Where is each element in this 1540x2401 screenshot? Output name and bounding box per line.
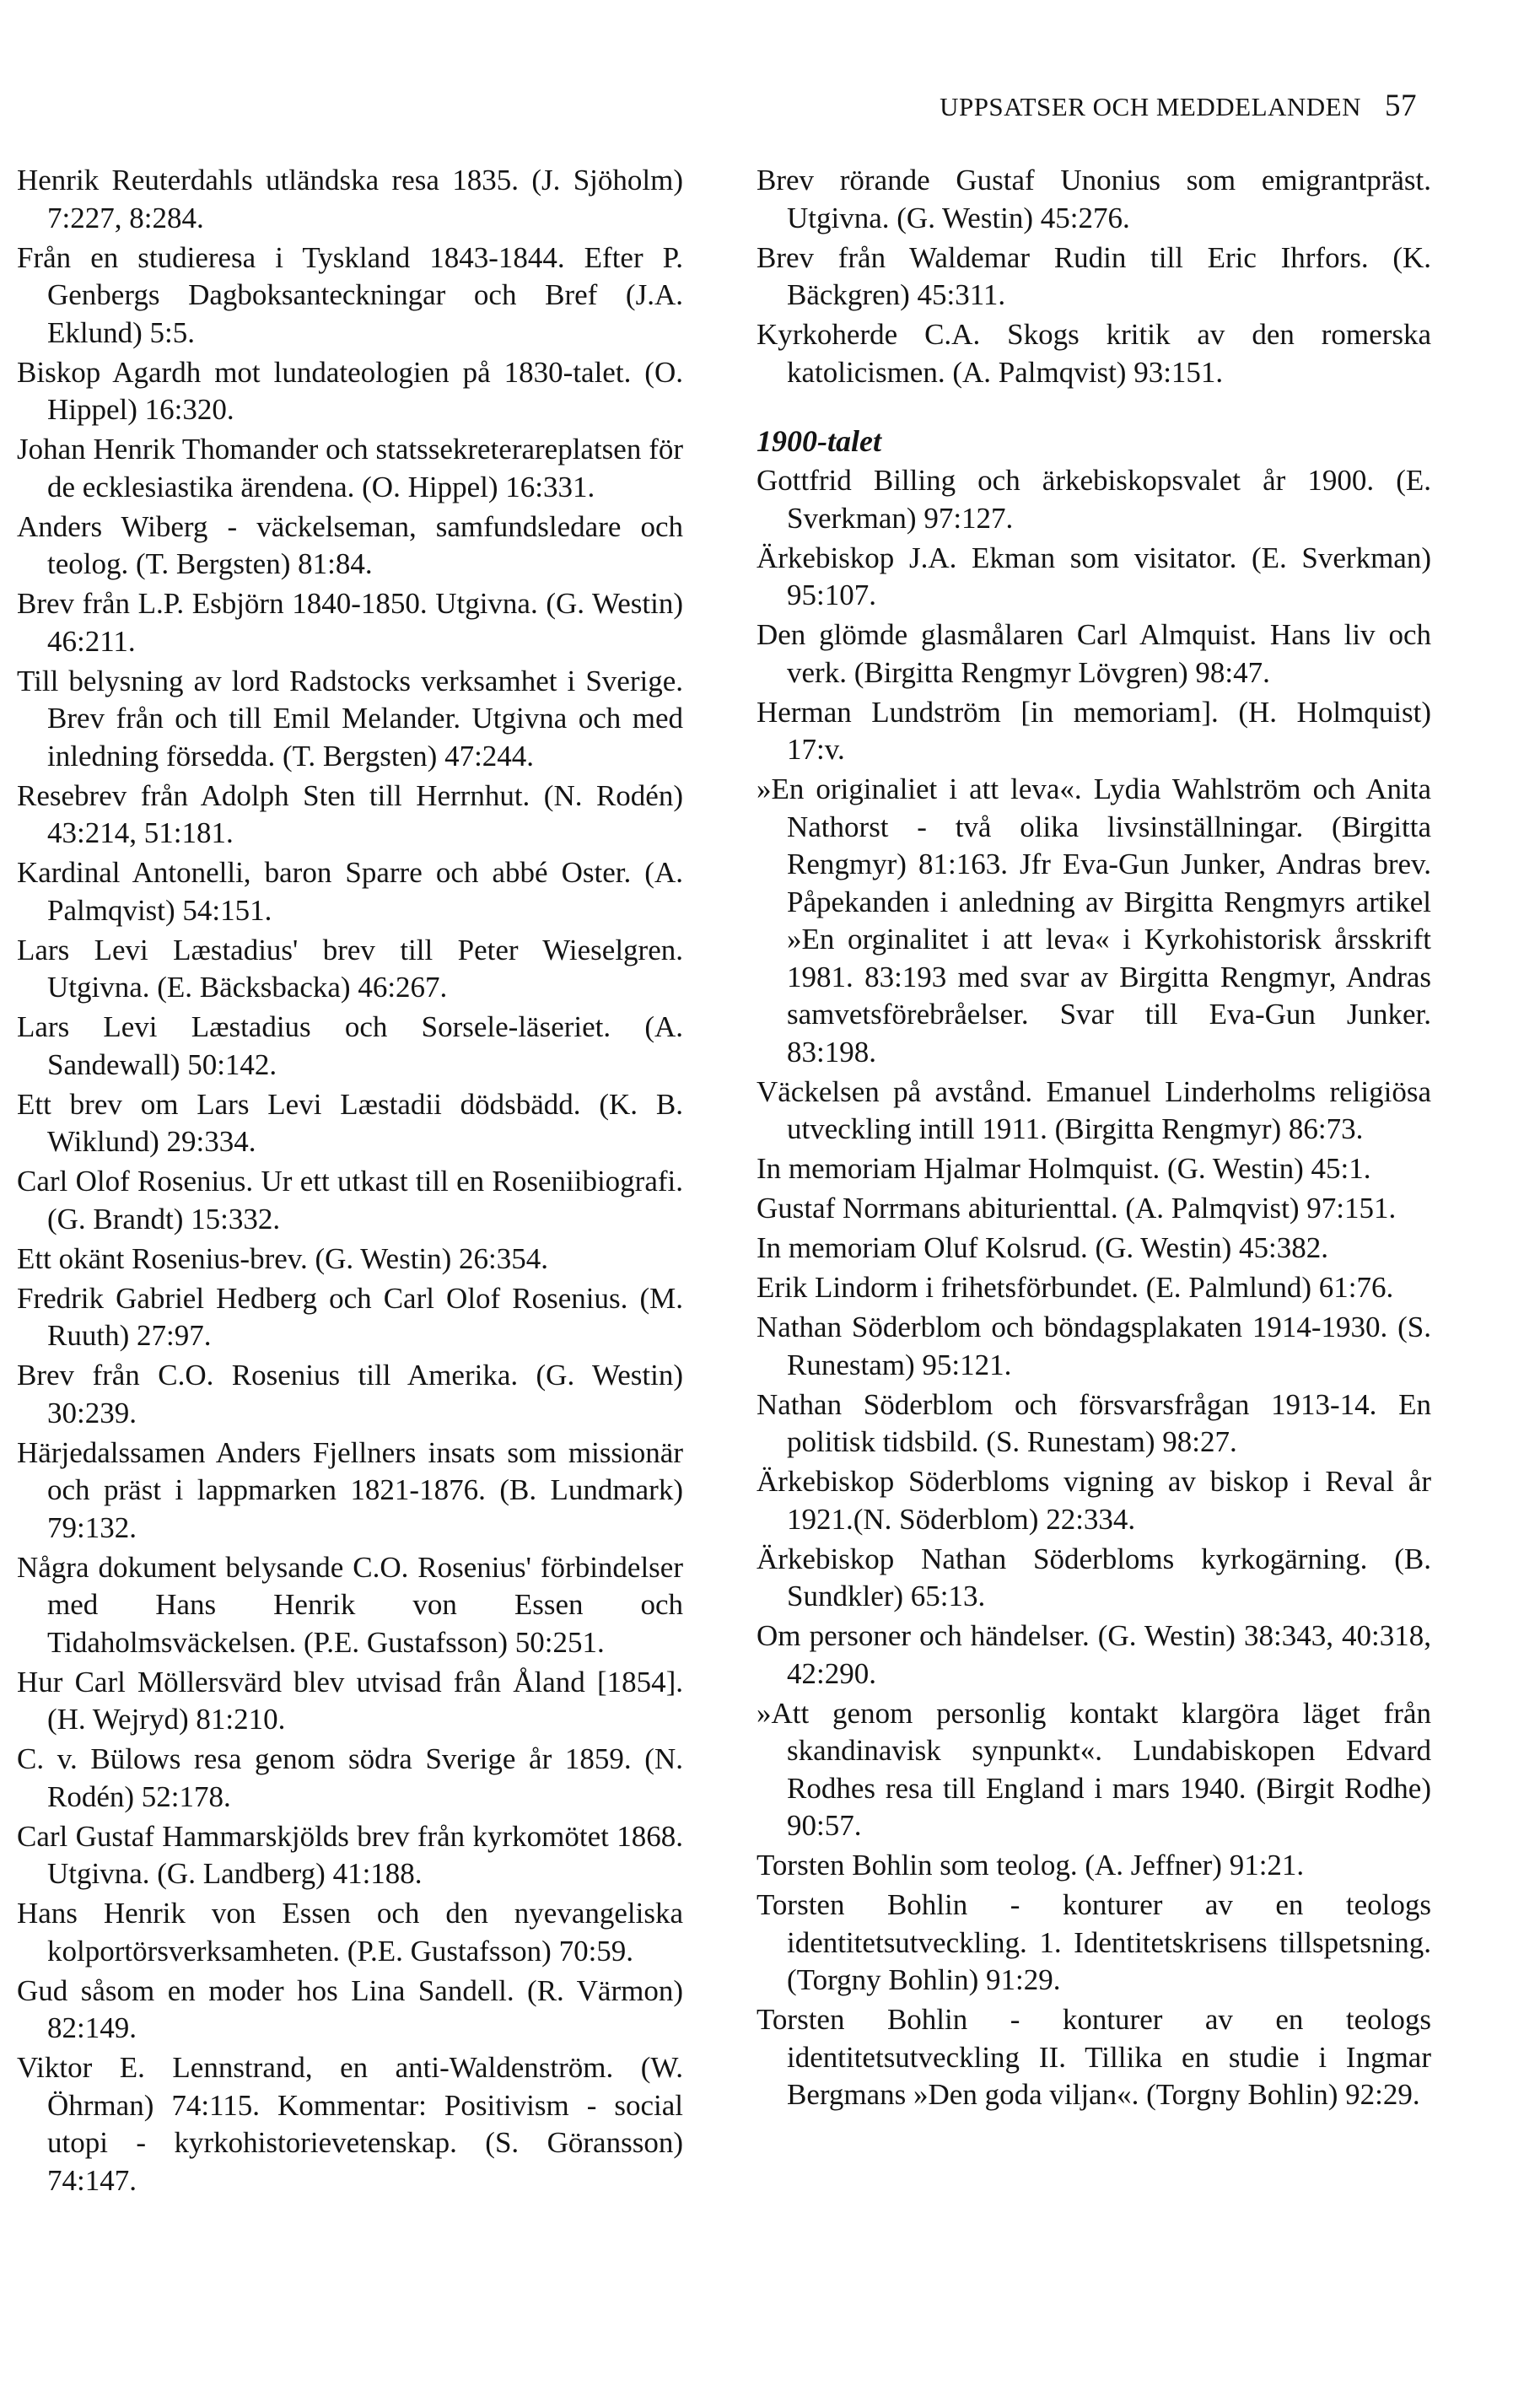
- bibliography-entry: Nathan Söderblom och böndagsplakaten 1914-1930. (S. Runestam) 95:121.: [757, 1311, 1431, 1381]
- bibliography-entry: Fredrik Gabriel Hedberg och Carl Olof Rosenius. (M. Ruuth) 27:97.: [17, 1281, 683, 1352]
- bibliography-entry: Anders Wiberg - väckelseman, samfundsledare och teolog. (T. Bergsten) 81:84.: [17, 509, 683, 580]
- bibliography-entry: Torsten Bohlin som teolog. (A. Jeffner) 91:21.: [757, 1849, 1305, 1882]
- right-column-section: [757, 462, 1431, 2114]
- bibliography-entry: Resebrev från Adolph Sten till Herrnhut. (N. Rodén) 43:214, 51:181.: [17, 778, 683, 849]
- bibliography-entry: Lars Levi Læstadius och Sorsele-läseriet. (A. Sandewall) 50:142.: [17, 1010, 683, 1081]
- bibliography-entry: In memoriam Oluf Kolsrud. (G. Westin) 45:382.: [757, 1231, 1328, 1264]
- bibliography-entry: Carl Olof Rosenius. Ur ett utkast till en Roseniibiografi. (G. Brandt) 15:332.: [17, 1165, 683, 1235]
- bibliography-entry: Några dokument belysande C.O. Rosenius' förbindelser med Hans Henrik von Essen och Tidaholmsväckelsen. (P.E. Gustafsson) 50:251.: [17, 1550, 683, 1659]
- bibliography-entry: Brev från L.P. Esbjörn 1840-1850. Utgivna. (G. Westin) 46:211.: [17, 587, 683, 658]
- bibliography-entry: Brev från C.O. Rosenius till Amerika. (G. Westin) 30:239.: [17, 1359, 683, 1429]
- bibliography-entry: Henrik Reuterdahls utländska resa 1835. (J. Sjöholm) 7:227, 8:284.: [17, 164, 683, 234]
- bibliography-entry: Gottfrid Billing och ärkebiskopsvalet år 1900. (E. Sverkman) 97:127.: [757, 464, 1431, 535]
- bibliography-entry: Viktor E. Lennstrand, en anti-Waldenström. (W. Öhrman) 74:115. Kommentar: Positivism - social utopi - kyrkohistorievetenskap. (S. Göransson) 74:147.: [17, 2051, 683, 2197]
- bibliography-entry: »En originaliet i att leva«. Lydia Wahlström och Anita Nathorst - två olika livsinställningar. (Birgitta Rengmyr) 81:163. Jfr Eva-Gun Junker, Andras brev. Påpekanden i anledning av Birgitta Rengmyrs artikel »En orginalitet i att leva« i Kyrkohistorisk årsskrift 1981. 83:193 med svar av Birgitta Rengmyr, Andras samvetsförebråelser. Svar till Eva-Gun Junker. 83:198.: [757, 773, 1431, 1069]
- bibliography-entry: Väckelsen på avstånd. Emanuel Linderholms religiösa utveckling intill 1911. (Birgitta Rengmyr) 86:73.: [757, 1074, 1431, 1145]
- bibliography-entry: Ett brev om Lars Levi Læstadii dödsbädd. (K. B. Wiklund) 29:334.: [17, 1087, 683, 1158]
- bibliography-entry: Från en studieresa i Tyskland 1843-1844. Efter P. Genbergs Dagboksanteckningar och Bref (J.A. Eklund) 5:5.: [17, 240, 683, 349]
- bibliography-entry: Hans Henrik von Essen och den nyevangeliska kolportörsverksamheten. (P.E. Gustafsson) 70:59.: [17, 1897, 683, 1968]
- bibliography-entry: Gud såsom en moder hos Lina Sandell. (R. Värmon) 82:149.: [17, 1973, 683, 2044]
- right-column-top: [757, 162, 1431, 391]
- bibliography-entry: Den glömde glasmålaren Carl Almquist. Hans liv och verk. (Birgitta Rengmyr Lövgren) 98:47.: [757, 618, 1431, 689]
- bibliography-entry: C. v. Bülows resa genom södra Sverige år 1859. (N. Rodén) 52:178.: [17, 1742, 683, 1813]
- bibliography-entry: Ett okänt Rosenius-brev. (G. Westin) 26:354.: [17, 1241, 549, 1275]
- section-heading: 1900-talet: [757, 424, 881, 458]
- bibliography-entry: Torsten Bohlin - konturer av en teologs identitetsutveckling. 1. Identitetskrisens tillspetsning. (Torgny Bohlin) 91:29.: [757, 1888, 1431, 1996]
- bibliography-entry: Brev rörande Gustaf Unonius som emigrantpräst. Utgivna. (G. Westin) 45:276.: [757, 164, 1431, 234]
- page-number: 57: [1385, 89, 1417, 123]
- bibliography-entry: Till belysning av lord Radstocks verksamhet i Sverige. Brev från och till Emil Melander. Utgivna och med inledning försedda. (T. Bergsten) 47:244.: [17, 664, 683, 773]
- bibliography-entry: Kyrkoherde C.A. Skogs kritik av den romerska katolicismen. (A. Palmqvist) 93:151.: [757, 318, 1431, 389]
- bibliography-entry: Herman Lundström [in memoriam]. (H. Holmquist) 17:v.: [757, 695, 1431, 766]
- bibliography-entry: In memoriam Hjalmar Holmquist. (G. Westin) 45:1.: [757, 1152, 1371, 1185]
- bibliography-entry: Gustaf Norrmans abiturienttal. (A. Palmqvist) 97:151.: [757, 1192, 1397, 1225]
- left-column: [17, 162, 683, 2202]
- bibliography-entry: Nathan Söderblom och försvarsfrågan 1913-14. En politisk tidsbild. (S. Runestam) 98:27.: [757, 1387, 1431, 1458]
- bibliography-entry: Brev från Waldemar Rudin till Eric Ihrfors. (K. Bäckgren) 45:311.: [757, 240, 1431, 311]
- bibliography-entry: Om personer och händelser. (G. Westin) 38:343, 40:318, 42:290.: [757, 1619, 1431, 1690]
- bibliography-entry: Kardinal Antonelli, baron Sparre och abbé Oster. (A. Palmqvist) 54:151.: [17, 856, 683, 927]
- bibliography-entry: Biskop Agardh mot lundateologien på 1830-talet. (O. Hippel) 16:320.: [17, 355, 683, 426]
- bibliography-entry: Lars Levi Læstadius' brev till Peter Wieselgren. Utgivna. (E. Bäcksbacka) 46:267.: [17, 933, 683, 1004]
- bibliography-entry: Erik Lindorm i frihetsförbundet. (E. Palmlund) 61:76.: [757, 1271, 1394, 1304]
- bibliography-entry: Ärkebiskop J.A. Ekman som visitator. (E. Sverkman) 95:107.: [757, 541, 1431, 611]
- bibliography-entry: Ärkebiskop Nathan Söderbloms kyrkogärning. (B. Sundkler) 65:13.: [757, 1542, 1431, 1612]
- right-column: [757, 162, 1431, 2116]
- running-header: [911, 88, 1417, 124]
- running-title: UPPSATSER OCH MEDDELANDEN: [940, 92, 1361, 121]
- bibliography-entry: Härjedalssamen Anders Fjellners insats som missionär och präst i lappmarken 1821-1876. (B. Lundmark) 79:132.: [17, 1435, 683, 1544]
- bibliography-entry: Hur Carl Möllersvärd blev utvisad från Åland [1854]. (H. Wejryd) 81:210.: [17, 1665, 683, 1736]
- bibliography-entry: Johan Henrik Thomander och statssekreterareplatsen för de ecklesiastika ärendena. (O. Hippel) 16:331.: [17, 433, 683, 503]
- bibliography-entry: »Att genom personlig kontakt klargöra läget från skandinavisk synpunkt«. Lundabiskopen Edvard Rodhes resa till England i mars 1940. (Birgit Rodhe) 90:57.: [757, 1696, 1431, 1842]
- bibliography-entry: Carl Gustaf Hammarskjölds brev från kyrkomötet 1868. Utgivna. (G. Landberg) 41:188.: [17, 1819, 683, 1890]
- bibliography-entry: Ärkebiskop Söderbloms vigning av biskop i Reval år 1921.(N. Söderblom) 22:334.: [757, 1465, 1431, 1536]
- bibliography-entry: Torsten Bohlin - konturer av en teologs identitetsutveckling II. Tillika en studie i Ingmar Bergmans »Den goda viljan«. (Torgny Bohlin) 92:29.: [757, 2003, 1431, 2111]
